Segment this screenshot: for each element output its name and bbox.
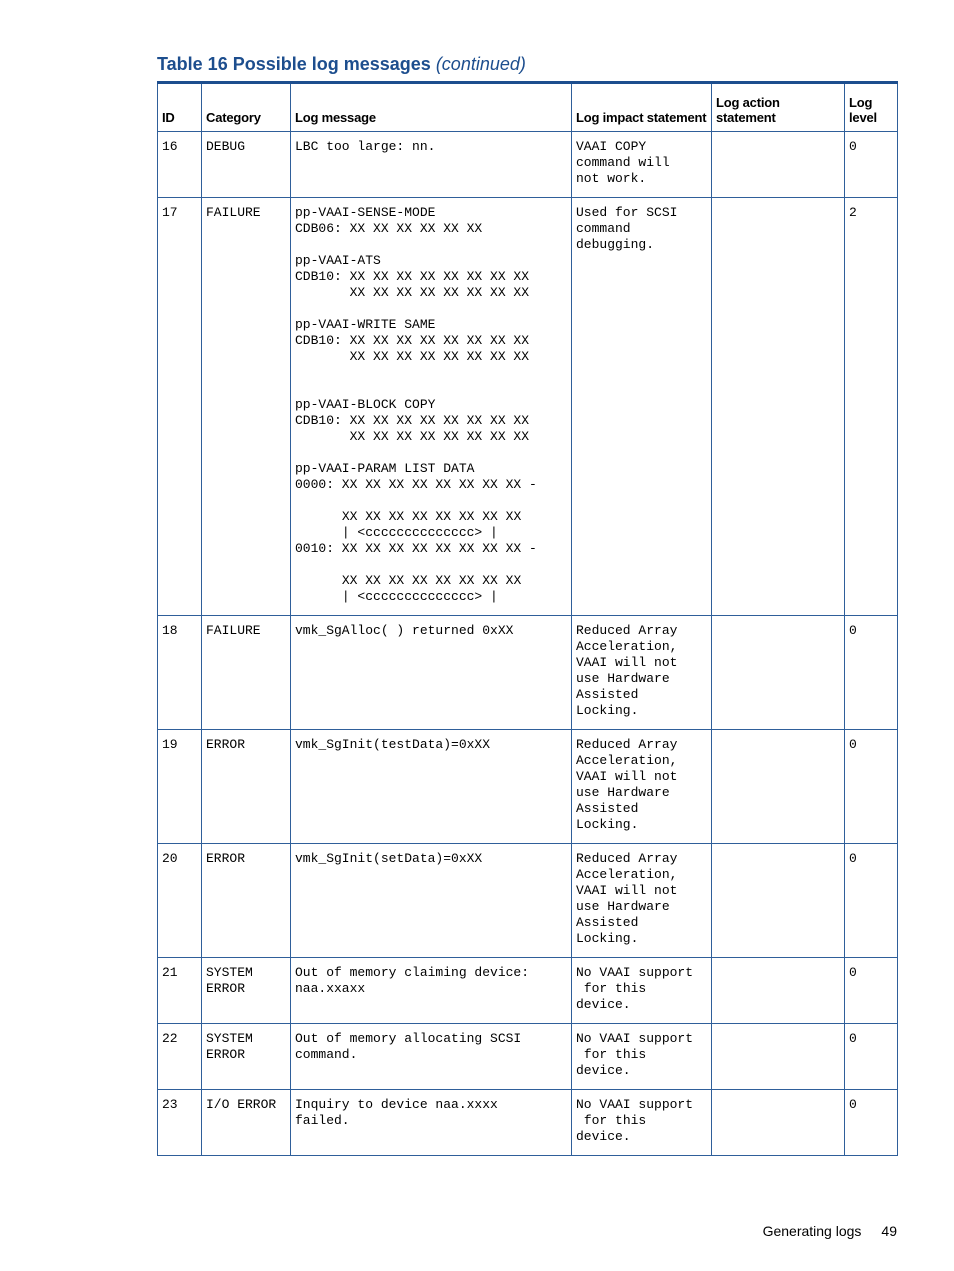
cell-log-message: Out of memory claiming device: naa.xxaxx <box>291 958 572 1024</box>
table-row <box>158 132 898 198</box>
cell-category: FAILURE <box>202 198 291 616</box>
table-header-row <box>158 83 898 132</box>
cell-log-message: vmk_SgAlloc( ) returned 0xXX <box>291 616 572 730</box>
cell-log-level: 2 <box>845 198 898 616</box>
table-row <box>158 958 898 1024</box>
col-header-log-impact: Log impact statement <box>572 83 712 132</box>
cell-log-action <box>712 616 845 730</box>
cell-log-message: Inquiry to device naa.xxxx failed. <box>291 1090 572 1156</box>
table-row <box>158 198 898 616</box>
cell-log-impact: Reduced Array Acceleration, VAAI will not use Hardware Assisted Locking. <box>572 730 712 844</box>
cell-log-action <box>712 730 845 844</box>
cell-log-impact: Reduced Array Acceleration, VAAI will not use Hardware Assisted Locking. <box>572 844 712 958</box>
cell-log-level: 0 <box>845 1024 898 1090</box>
col-header-log-action: Log action statement <box>712 83 845 132</box>
table-row <box>158 844 898 958</box>
cell-id: 22 <box>158 1024 202 1090</box>
cell-id: 16 <box>158 132 202 198</box>
cell-log-message: pp-VAAI-SENSE-MODE CDB06: XX XX XX XX XX XX pp-VAAI-ATS CDB10: XX XX XX XX XX XX XX XX XX XX XX XX XX XX XX XX pp-VAAI-WRITE SAME CDB10: XX XX XX XX XX XX XX XX XX XX XX XX XX XX XX XX pp-VAAI-BLOCK COPY CDB10: XX XX XX XX XX XX XX XX XX XX XX XX XX XX XX XX pp-VAAI-PARAM LIST DATA 0000: XX XX XX XX XX XX XX XX - XX XX XX XX XX XX XX XX | <cccccccccccccc> | 0010: XX XX XX XX XX XX XX XX - XX XX XX XX XX XX XX XX | <cccccccccccccc> | <box>291 198 572 616</box>
col-header-category: Category <box>202 83 291 132</box>
cell-log-level: 0 <box>845 844 898 958</box>
cell-log-impact: No VAAI support for this device. <box>572 1024 712 1090</box>
cell-category: ERROR <box>202 844 291 958</box>
col-header-log-level: Log level <box>845 83 898 132</box>
cell-category: FAILURE <box>202 616 291 730</box>
table-row <box>158 616 898 730</box>
cell-log-level: 0 <box>845 616 898 730</box>
table-caption <box>157 54 526 75</box>
cell-log-message: Out of memory allocating SCSI command. <box>291 1024 572 1090</box>
page-footer <box>763 1223 897 1239</box>
cell-log-impact: No VAAI support for this device. <box>572 958 712 1024</box>
cell-log-level: 0 <box>845 1090 898 1156</box>
cell-id: 20 <box>158 844 202 958</box>
table-row <box>158 1090 898 1156</box>
cell-log-impact: Used for SCSI command debugging. <box>572 198 712 616</box>
cell-log-message: vmk_SgInit(setData)=0xXX <box>291 844 572 958</box>
cell-id: 21 <box>158 958 202 1024</box>
footer-section-title: Generating logs <box>762 1223 862 1239</box>
cell-log-action <box>712 198 845 616</box>
cell-category: ERROR <box>202 730 291 844</box>
cell-log-action <box>712 1090 845 1156</box>
table-row <box>158 730 898 844</box>
cell-log-action <box>712 1024 845 1090</box>
cell-id: 23 <box>158 1090 202 1156</box>
cell-log-level: 0 <box>845 132 898 198</box>
cell-log-impact: VAAI COPY command will not work. <box>572 132 712 198</box>
cell-log-action <box>712 844 845 958</box>
cell-id: 17 <box>158 198 202 616</box>
cell-id: 19 <box>158 730 202 844</box>
page-number: 49 <box>881 1223 897 1239</box>
cell-category: SYSTEM ERROR <box>202 958 291 1024</box>
cell-log-impact: Reduced Array Acceleration, VAAI will not use Hardware Assisted Locking. <box>572 616 712 730</box>
col-header-log-message: Log message <box>291 83 572 132</box>
log-messages-table <box>157 81 898 1156</box>
cell-log-level: 0 <box>845 958 898 1024</box>
cell-log-impact: No VAAI support for this device. <box>572 1090 712 1156</box>
cell-log-message: LBC too large: nn. <box>291 132 572 198</box>
cell-category: SYSTEM ERROR <box>202 1024 291 1090</box>
cell-log-action <box>712 132 845 198</box>
cell-log-level: 0 <box>845 730 898 844</box>
caption-continued: (continued) <box>435 54 526 74</box>
cell-log-action <box>712 958 845 1024</box>
cell-category: DEBUG <box>202 132 291 198</box>
caption-title: Table 16 Possible log messages <box>157 54 431 74</box>
cell-category: I/O ERROR <box>202 1090 291 1156</box>
col-header-id: ID <box>158 83 202 132</box>
table-row <box>158 1024 898 1090</box>
cell-id: 18 <box>158 616 202 730</box>
cell-log-message: vmk_SgInit(testData)=0xXX <box>291 730 572 844</box>
